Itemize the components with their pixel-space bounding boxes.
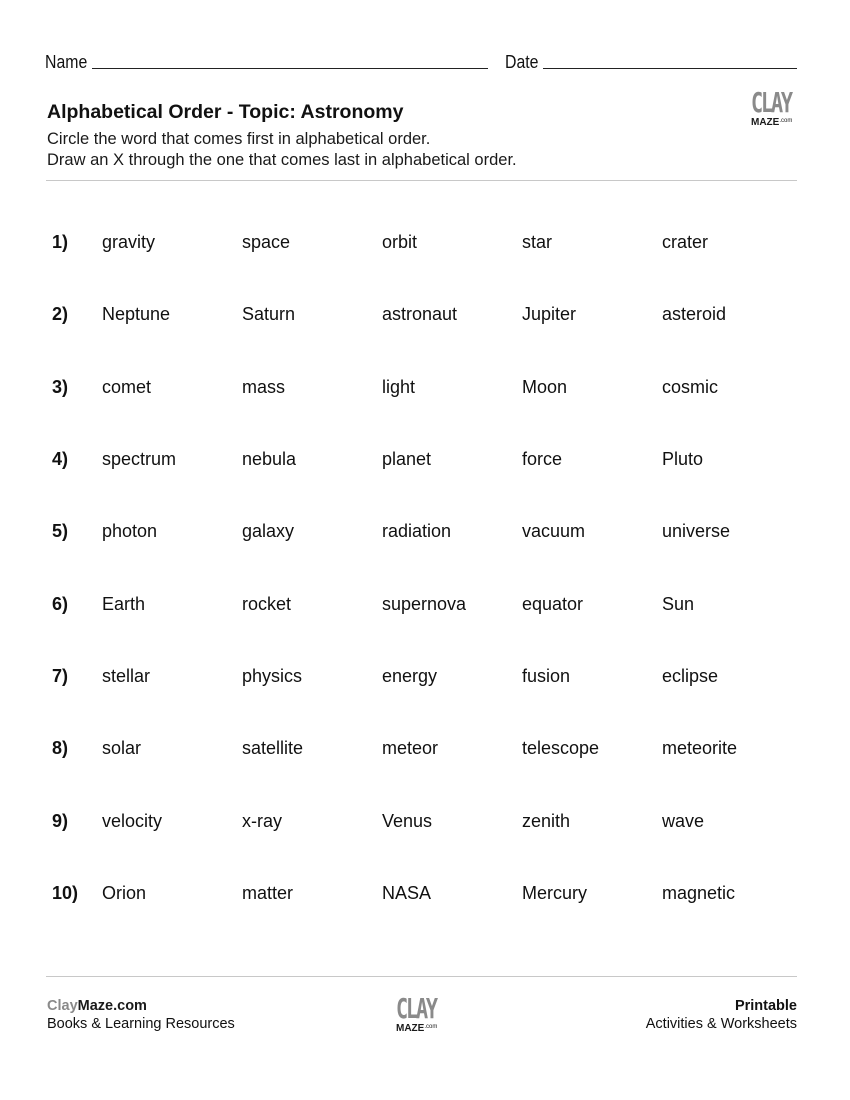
- word-option[interactable]: asteroid: [662, 304, 727, 324]
- word-option[interactable]: space: [242, 232, 291, 252]
- footer-brand-maze: Maze.com: [77, 998, 147, 1014]
- row-number: 2): [52, 304, 69, 324]
- word-option[interactable]: meteor: [382, 738, 439, 758]
- word-row: [0, 377, 850, 401]
- row-number: 1): [52, 232, 69, 252]
- word-option[interactable]: rocket: [242, 594, 292, 614]
- footer-logo-maze-text: MAZE: [396, 1023, 425, 1034]
- word-option[interactable]: radiation: [382, 521, 452, 541]
- footer-claymaze-logo: [396, 992, 444, 1034]
- word-option[interactable]: Mercury: [522, 883, 588, 903]
- word-option[interactable]: planet: [382, 449, 432, 469]
- footer-brand-clay: Clay: [47, 998, 78, 1014]
- row-number: 8): [52, 738, 69, 758]
- header-divider: [46, 180, 797, 181]
- word-option[interactable]: mass: [242, 377, 286, 397]
- word-row: [0, 811, 850, 835]
- word-option[interactable]: galaxy: [242, 521, 295, 541]
- word-row: [0, 883, 850, 907]
- claymaze-logo: [751, 86, 799, 128]
- word-option[interactable]: crater: [662, 232, 709, 252]
- word-option[interactable]: telescope: [522, 738, 600, 758]
- word-row: [0, 594, 850, 618]
- footer-brand: [47, 998, 147, 1014]
- word-option[interactable]: Orion: [102, 883, 147, 903]
- logo-com-text: .com: [779, 118, 793, 124]
- word-option[interactable]: meteorite: [662, 738, 738, 758]
- word-option[interactable]: Venus: [382, 811, 433, 831]
- word-option[interactable]: stellar: [102, 666, 151, 686]
- word-option[interactable]: Jupiter: [522, 304, 577, 324]
- word-option[interactable]: velocity: [102, 811, 163, 831]
- word-option[interactable]: matter: [242, 883, 294, 903]
- instruction-cross: Draw an X through the one that comes last in alphabetical order.: [47, 151, 517, 169]
- word-option[interactable]: photon: [102, 521, 158, 541]
- word-option[interactable]: comet: [102, 377, 152, 397]
- date-line[interactable]: [543, 68, 797, 69]
- word-option[interactable]: equator: [522, 594, 584, 614]
- word-option[interactable]: satellite: [242, 738, 304, 758]
- word-option[interactable]: universe: [662, 521, 731, 541]
- word-option[interactable]: Neptune: [102, 304, 171, 324]
- row-number: 10): [52, 883, 79, 903]
- word-option[interactable]: zenith: [522, 811, 571, 831]
- word-option[interactable]: NASA: [382, 883, 432, 903]
- word-option[interactable]: energy: [382, 666, 438, 686]
- footer-right-tagline: Activities & Worksheets: [645, 1016, 797, 1032]
- word-option[interactable]: force: [522, 449, 563, 469]
- word-option[interactable]: supernova: [382, 594, 467, 614]
- word-option[interactable]: fusion: [522, 666, 571, 686]
- word-option[interactable]: solar: [102, 738, 142, 758]
- row-number: 9): [52, 811, 69, 831]
- row-number: 6): [52, 594, 69, 614]
- word-option[interactable]: orbit: [382, 232, 418, 252]
- word-option[interactable]: Moon: [522, 377, 568, 397]
- name-line[interactable]: [92, 68, 488, 69]
- word-row: [0, 738, 850, 762]
- word-option[interactable]: star: [522, 232, 553, 252]
- word-option[interactable]: cosmic: [662, 377, 719, 397]
- word-option[interactable]: vacuum: [522, 521, 586, 541]
- word-option[interactable]: gravity: [102, 232, 156, 252]
- instruction-circle: Circle the word that comes first in alphabetical order.: [47, 130, 431, 148]
- logo-clay-text: CLAY: [751, 86, 791, 119]
- word-option[interactable]: astronaut: [382, 304, 458, 324]
- word-option[interactable]: physics: [242, 666, 303, 686]
- name-label: Name: [45, 52, 88, 72]
- word-option[interactable]: Earth: [102, 594, 146, 614]
- row-number: 5): [52, 521, 69, 541]
- word-option[interactable]: spectrum: [102, 449, 177, 469]
- word-option[interactable]: light: [382, 377, 416, 397]
- word-option[interactable]: eclipse: [662, 666, 719, 686]
- row-number: 7): [52, 666, 69, 686]
- word-row: [0, 521, 850, 545]
- word-option[interactable]: nebula: [242, 449, 297, 469]
- date-label: Date: [505, 52, 539, 72]
- footer-left-tagline: Books & Learning Resources: [47, 1016, 235, 1032]
- footer-right-title: Printable: [734, 998, 797, 1014]
- footer-logo-com-text: .com: [424, 1024, 438, 1030]
- word-option[interactable]: Pluto: [662, 449, 704, 469]
- logo-maze-text: MAZE: [751, 117, 780, 128]
- footer-logo-clay-text: CLAY: [396, 992, 436, 1025]
- word-option[interactable]: magnetic: [662, 883, 736, 903]
- word-option[interactable]: x-ray: [242, 811, 282, 831]
- word-row: [0, 232, 850, 256]
- worksheet-title: Alphabetical Order - Topic: Astronomy: [47, 101, 404, 123]
- word-row: [0, 666, 850, 690]
- word-option[interactable]: Saturn: [242, 304, 296, 324]
- word-row: [0, 304, 850, 328]
- row-number: 3): [52, 377, 69, 397]
- row-number: 4): [52, 449, 69, 469]
- word-row: [0, 449, 850, 473]
- word-option[interactable]: wave: [662, 811, 705, 831]
- footer-divider: [46, 976, 797, 977]
- word-option[interactable]: Sun: [662, 594, 695, 614]
